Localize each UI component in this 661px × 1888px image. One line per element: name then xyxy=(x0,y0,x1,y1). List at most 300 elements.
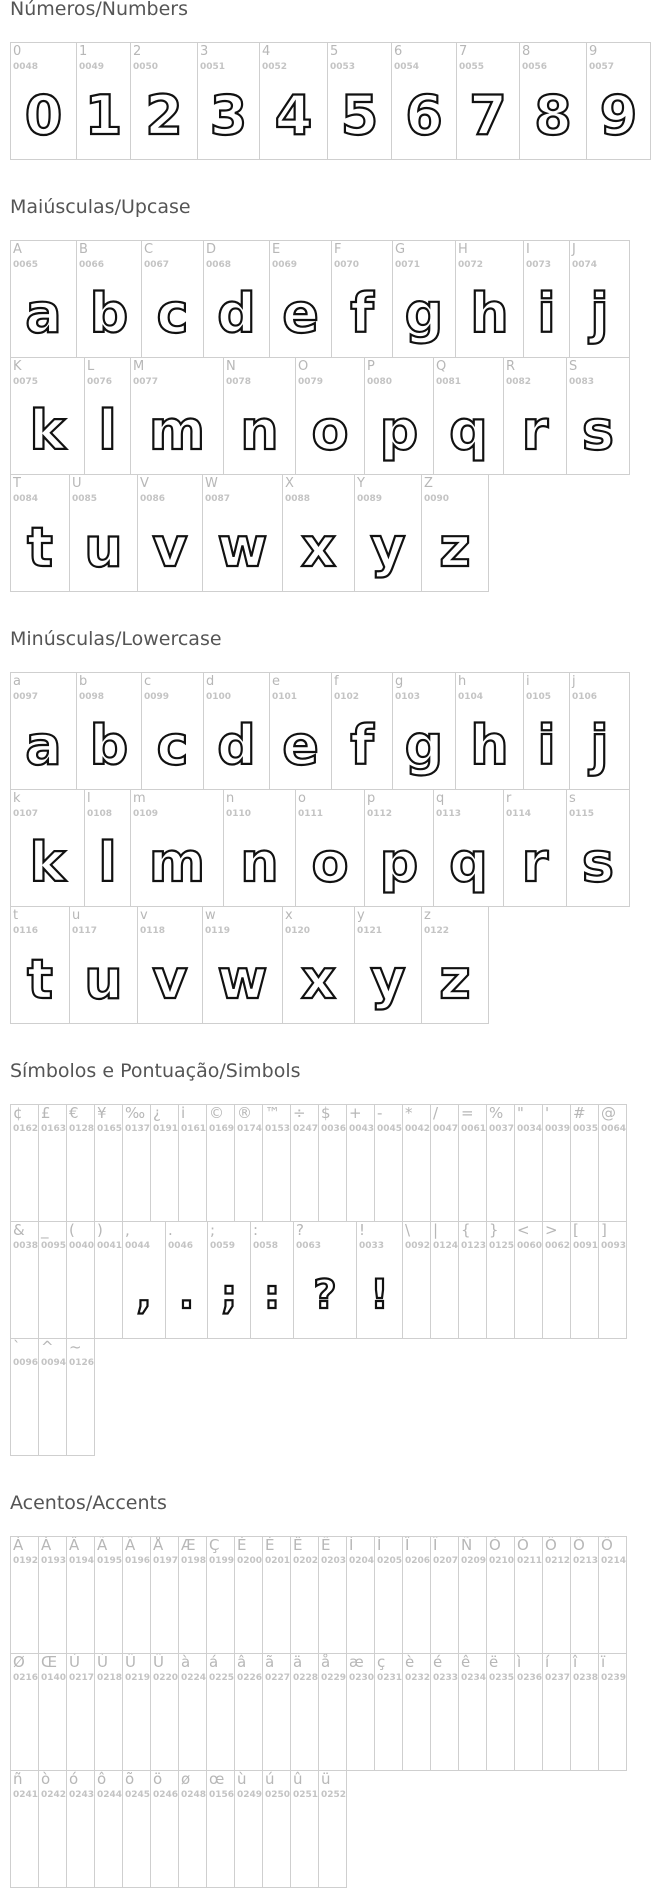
glyph-code-label: 0124 xyxy=(433,1241,459,1251)
glyph-character-label: œ xyxy=(209,1770,225,1788)
glyph-preview-text: y xyxy=(370,948,406,1011)
glyph-preview-text: w xyxy=(217,516,268,579)
glyph-code-label: 0081 xyxy=(436,377,462,387)
glyph-code-label: 0078 xyxy=(226,377,252,387)
glyph-cell xyxy=(150,1536,179,1654)
glyph-character-label: ê xyxy=(461,1653,471,1671)
glyph-cell xyxy=(430,1104,459,1222)
glyph-code-label: 0087 xyxy=(205,494,231,504)
glyph-cell xyxy=(514,1536,543,1654)
glyph-preview-text: ; xyxy=(221,1272,237,1318)
glyph-preview xyxy=(208,1260,250,1330)
glyph-cell xyxy=(234,1770,263,1888)
glyph-character-label: ø xyxy=(181,1770,191,1788)
glyph-preview-text: i xyxy=(537,282,556,345)
glyph-preview-text: 2 xyxy=(145,84,183,147)
glyph-character-label: ™ xyxy=(265,1104,280,1122)
glyph-row xyxy=(10,1338,94,1456)
glyph-preview-text: x xyxy=(301,948,336,1011)
glyph-code-label: 0059 xyxy=(210,1241,236,1251)
glyph-cell xyxy=(150,1653,179,1771)
glyph-code-label: 0058 xyxy=(253,1241,279,1251)
glyph-cell xyxy=(269,672,332,790)
glyph-character-label: ë xyxy=(489,1653,499,1671)
glyph-code-label: 0245 xyxy=(125,1790,151,1800)
glyph-cell xyxy=(598,1221,627,1339)
glyph-code-label: 0195 xyxy=(97,1556,123,1566)
glyph-character-label: n xyxy=(226,791,235,806)
glyph-code-label: 0216 xyxy=(13,1673,39,1683)
glyph-preview xyxy=(283,513,354,583)
glyph-cell xyxy=(69,906,138,1024)
glyph-cell xyxy=(290,1770,319,1888)
glyph-code-label: 0086 xyxy=(140,494,166,504)
glyph-cell xyxy=(374,1653,403,1771)
glyph-cell xyxy=(458,1104,487,1222)
glyph-cell xyxy=(94,1221,123,1339)
glyph-preview xyxy=(224,828,295,898)
glyph-code-label: 0052 xyxy=(262,62,288,72)
glyph-character-label: Æ xyxy=(181,1536,196,1554)
glyph-cell xyxy=(295,789,365,907)
glyph-character-label: y xyxy=(357,908,365,923)
glyph-character-label: Ê xyxy=(293,1536,303,1554)
glyph-preview xyxy=(357,1260,402,1330)
glyph-character-label: û xyxy=(293,1770,303,1788)
glyph-preview xyxy=(567,396,629,466)
glyph-preview-text: r xyxy=(521,399,549,462)
glyph-character-label: æ xyxy=(349,1653,364,1671)
glyph-cell xyxy=(150,1104,179,1222)
glyph-preview-text: 0 xyxy=(24,84,63,147)
glyph-cell xyxy=(130,357,224,475)
glyph-preview-text: t xyxy=(27,948,53,1011)
glyph-cell xyxy=(542,1104,571,1222)
glyph-code-label: 0074 xyxy=(572,260,598,270)
glyph-preview xyxy=(456,279,523,349)
glyph-character-label: ö xyxy=(153,1770,163,1788)
glyph-code-label: 0066 xyxy=(79,260,105,270)
glyph-code-label: 0233 xyxy=(433,1673,459,1683)
glyph-code-label: 0084 xyxy=(13,494,39,504)
glyph-preview-text: 4 xyxy=(274,84,313,147)
glyph-preview-text: b xyxy=(89,714,129,777)
glyph-cell xyxy=(234,1653,263,1771)
glyph-code-label: 0064 xyxy=(601,1124,627,1134)
glyph-preview xyxy=(11,711,76,781)
glyph-cell xyxy=(503,789,567,907)
glyph-code-label: 0198 xyxy=(181,1556,207,1566)
glyph-cell xyxy=(262,1770,291,1888)
glyph-preview xyxy=(355,945,421,1015)
glyph-cell xyxy=(10,1338,39,1456)
section-title-upcase: Maiúsculas/Upcase xyxy=(10,196,191,218)
glyph-cell xyxy=(455,672,524,790)
glyph-character-label: ò xyxy=(41,1770,51,1788)
glyph-character-label: ù xyxy=(237,1770,247,1788)
glyph-character-label: à xyxy=(181,1653,191,1671)
glyph-preview-text: 5 xyxy=(340,84,379,147)
glyph-character-label: ¥ xyxy=(97,1104,107,1122)
glyph-character-label: % xyxy=(489,1104,504,1122)
glyph-code-label: 0035 xyxy=(573,1124,599,1134)
glyph-row xyxy=(10,789,629,907)
glyph-code-label: 0244 xyxy=(97,1790,123,1800)
glyph-preview-text: m xyxy=(148,399,206,462)
glyph-cell xyxy=(223,789,296,907)
glyph-row xyxy=(10,1221,626,1339)
glyph-cell xyxy=(197,42,260,160)
glyph-preview xyxy=(283,945,354,1015)
glyph-cell xyxy=(150,1770,179,1888)
glyph-preview xyxy=(70,513,137,583)
glyph-character-label: Ã xyxy=(97,1536,108,1554)
glyph-code-label: 0111 xyxy=(298,809,324,819)
glyph-preview xyxy=(392,81,456,151)
glyph-code-label: 0128 xyxy=(69,1124,95,1134)
glyph-code-label: 0051 xyxy=(200,62,226,72)
glyph-character-label: € xyxy=(69,1104,79,1122)
glyph-preview xyxy=(203,513,282,583)
glyph-cell xyxy=(38,1338,67,1456)
glyph-cell xyxy=(10,1770,39,1888)
glyph-code-label: 0057 xyxy=(589,62,615,72)
glyph-code-label: 0088 xyxy=(285,494,311,504)
glyph-cell xyxy=(178,1104,207,1222)
glyph-character-label: Ï xyxy=(433,1536,438,1554)
glyph-preview-text: s xyxy=(581,831,615,894)
glyph-preview xyxy=(355,513,421,583)
glyph-code-label: 0044 xyxy=(125,1241,151,1251)
glyph-row xyxy=(10,672,629,790)
glyph-cell xyxy=(10,1221,39,1339)
glyph-preview-text: h xyxy=(470,282,509,345)
glyph-row xyxy=(10,1653,626,1771)
glyph-character-label: Ä xyxy=(125,1536,136,1554)
glyph-character-label: } xyxy=(489,1221,499,1239)
glyph-code-label: 0112 xyxy=(367,809,393,819)
glyph-code-label: 0104 xyxy=(458,692,484,702)
glyph-code-label: 0061 xyxy=(461,1124,487,1134)
glyph-preview-text: k xyxy=(29,399,66,462)
glyph-code-label: 0243 xyxy=(69,1790,95,1800)
glyph-code-label: 0219 xyxy=(125,1673,151,1683)
glyph-character-label: - xyxy=(377,1104,383,1122)
glyph-row xyxy=(10,1104,626,1222)
glyph-code-label: 0091 xyxy=(573,1241,599,1251)
glyph-character-label: ) xyxy=(97,1221,103,1239)
glyph-preview-text: a xyxy=(25,282,62,345)
glyph-character-label: s xyxy=(569,791,576,806)
glyph-cell xyxy=(10,42,77,160)
glyph-code-label: 0063 xyxy=(296,1241,322,1251)
glyph-code-label: 0039 xyxy=(545,1124,571,1134)
glyph-cell xyxy=(122,1653,151,1771)
glyph-character-label: Ò xyxy=(489,1536,501,1554)
glyph-character-label: & xyxy=(13,1221,25,1239)
glyph-code-label: 0156 xyxy=(209,1790,235,1800)
glyph-cell xyxy=(542,1536,571,1654)
glyph-code-label: 0079 xyxy=(298,377,324,387)
glyph-code-label: 0210 xyxy=(489,1556,515,1566)
glyph-cell xyxy=(455,240,524,358)
glyph-preview xyxy=(224,396,295,466)
glyph-code-label: 0123 xyxy=(461,1241,487,1251)
glyph-code-label: 0237 xyxy=(545,1673,571,1683)
glyph-character-label: W xyxy=(205,476,218,491)
glyph-code-label: 0226 xyxy=(237,1673,263,1683)
glyph-preview-text: ? xyxy=(313,1272,337,1318)
glyph-character-label: z xyxy=(424,908,431,923)
glyph-preview-text: n xyxy=(240,831,279,894)
glyph-preview-text: z xyxy=(439,516,471,579)
glyph-preview xyxy=(198,81,259,151)
glyph-preview xyxy=(203,945,282,1015)
glyph-character-label: M xyxy=(133,359,145,374)
glyph-preview xyxy=(131,828,223,898)
section-title-lowercase: Minúsculas/Lowercase xyxy=(10,628,222,650)
glyph-character-label: F xyxy=(334,242,342,257)
glyph-preview xyxy=(520,81,586,151)
glyph-cell xyxy=(598,1536,627,1654)
glyph-cell xyxy=(66,1536,95,1654)
glyph-cell xyxy=(10,906,70,1024)
glyph-cell xyxy=(430,1653,459,1771)
glyph-preview xyxy=(456,711,523,781)
glyph-cell xyxy=(262,1536,291,1654)
glyph-cell xyxy=(10,1104,39,1222)
glyph-character-label: p xyxy=(367,791,376,806)
glyph-character-label: u xyxy=(72,908,81,923)
glyph-cell xyxy=(122,1221,166,1339)
glyph-preview xyxy=(11,396,84,466)
glyph-character-label: o xyxy=(298,791,306,806)
glyph-character-label: ] xyxy=(601,1221,607,1239)
glyph-code-label: 0161 xyxy=(181,1124,207,1134)
glyph-code-label: 0102 xyxy=(334,692,360,702)
glyph-cell xyxy=(346,1653,375,1771)
glyph-cell xyxy=(206,1653,235,1771)
glyph-code-label: 0070 xyxy=(334,260,360,270)
glyph-character-label: l xyxy=(87,791,91,806)
glyph-preview-text: p xyxy=(379,399,419,462)
glyph-character-label: < xyxy=(517,1221,530,1239)
glyph-character-label: | xyxy=(433,1221,439,1239)
glyph-preview xyxy=(11,945,69,1015)
glyph-preview xyxy=(166,1260,207,1330)
glyph-cell xyxy=(178,1653,207,1771)
glyph-cell xyxy=(84,789,131,907)
glyph-cell xyxy=(402,1653,431,1771)
glyph-character-label: i xyxy=(526,674,530,689)
glyph-code-label: 0038 xyxy=(13,1241,39,1251)
glyph-preview xyxy=(251,1260,293,1330)
glyph-cell xyxy=(514,1653,543,1771)
glyph-preview xyxy=(142,711,203,781)
glyph-code-label: 0247 xyxy=(293,1124,319,1134)
glyph-code-label: 0126 xyxy=(69,1358,95,1368)
glyph-preview-text: y xyxy=(370,516,406,579)
glyph-code-label: 0105 xyxy=(526,692,552,702)
glyph-code-label: 0106 xyxy=(572,692,598,702)
glyph-cell xyxy=(295,357,365,475)
glyph-code-label: 0042 xyxy=(405,1124,431,1134)
glyph-preview-text: t xyxy=(27,516,53,579)
glyph-cell xyxy=(503,357,567,475)
glyph-character-label: I xyxy=(526,242,530,257)
glyph-character-label: 6 xyxy=(394,44,403,59)
glyph-character-label: È xyxy=(237,1536,247,1554)
glyph-code-label: 0107 xyxy=(13,809,39,819)
glyph-code-label: 0224 xyxy=(181,1673,207,1683)
glyph-preview xyxy=(365,396,433,466)
glyph-code-label: 0218 xyxy=(97,1673,123,1683)
glyph-code-label: 0242 xyxy=(41,1790,67,1800)
glyph-cell xyxy=(10,789,85,907)
glyph-preview xyxy=(393,711,455,781)
glyph-preview-text: c xyxy=(156,282,189,345)
glyph-code-label: 0068 xyxy=(206,260,232,270)
glyph-character-label: ä xyxy=(293,1653,303,1671)
section-title-symbols: Símbolos e Pontuação/Simbols xyxy=(10,1060,301,1082)
glyph-cell xyxy=(207,1221,251,1339)
glyph-code-label: 0225 xyxy=(209,1673,235,1683)
glyph-code-label: 0085 xyxy=(72,494,98,504)
glyph-code-label: 0109 xyxy=(133,809,159,819)
glyph-code-label: 0228 xyxy=(293,1673,319,1683)
glyph-row xyxy=(10,474,488,592)
glyph-character-label: h xyxy=(458,674,467,689)
glyph-preview xyxy=(524,279,569,349)
glyph-preview-text: o xyxy=(311,399,349,462)
glyph-cell xyxy=(262,1104,291,1222)
glyph-character-label: i xyxy=(181,1104,186,1122)
glyph-cell xyxy=(66,1770,95,1888)
glyph-code-label: 0206 xyxy=(405,1556,431,1566)
glyph-code-label: 0041 xyxy=(97,1241,123,1251)
glyph-character-label: O xyxy=(298,359,309,374)
glyph-code-label: 0054 xyxy=(394,62,420,72)
glyph-cell xyxy=(318,1536,347,1654)
glyph-character-label: ^ xyxy=(41,1338,54,1356)
glyph-cell xyxy=(69,474,138,592)
glyph-character-label: É xyxy=(265,1536,275,1554)
glyph-character-label: 7 xyxy=(459,44,468,59)
glyph-cell xyxy=(262,1653,291,1771)
glyph-cell xyxy=(354,906,422,1024)
glyph-cell xyxy=(392,672,456,790)
glyph-preview-text: g xyxy=(404,282,444,345)
glyph-code-label: 0099 xyxy=(144,692,170,702)
glyph-character-label: ; xyxy=(210,1221,216,1239)
glyph-cell xyxy=(391,42,457,160)
glyph-code-label: 0036 xyxy=(321,1124,347,1134)
glyph-character-label: á xyxy=(209,1653,219,1671)
glyph-cell xyxy=(203,672,270,790)
glyph-character-label: ô xyxy=(97,1770,107,1788)
glyph-preview-text: r xyxy=(521,831,549,894)
glyph-character-label: : xyxy=(253,1221,259,1239)
glyph-preview xyxy=(294,1260,356,1330)
glyph-cell xyxy=(514,1104,543,1222)
glyph-character-label: ì xyxy=(517,1653,522,1671)
glyph-character-label: w xyxy=(205,908,216,923)
glyph-character-label: ® xyxy=(237,1104,252,1122)
glyph-code-label: 0071 xyxy=(395,260,421,270)
section-title-numbers: Números/Numbers xyxy=(10,0,188,20)
glyph-preview-text: v xyxy=(152,516,188,579)
glyph-preview xyxy=(328,81,391,151)
glyph-character-label: r xyxy=(506,791,512,806)
glyph-cell xyxy=(165,1221,208,1339)
glyph-code-label: 0093 xyxy=(601,1241,627,1251)
glyph-character-label: 3 xyxy=(200,44,209,59)
glyph-character-label: ¢ xyxy=(13,1104,23,1122)
glyph-cell xyxy=(598,1653,627,1771)
glyph-preview-text: j xyxy=(590,282,609,345)
glyph-preview xyxy=(524,711,569,781)
glyph-cell xyxy=(10,672,77,790)
glyph-code-label: 0140 xyxy=(41,1673,67,1683)
glyph-character-label: 8 xyxy=(522,44,531,59)
glyph-cell xyxy=(141,240,204,358)
glyph-cell xyxy=(402,1221,431,1339)
glyph-character-label: " xyxy=(517,1104,524,1122)
glyph-code-label: 0252 xyxy=(321,1790,347,1800)
glyph-character-label: ( xyxy=(69,1221,75,1239)
glyph-character-label: c xyxy=(144,674,152,689)
glyph-preview-text: k xyxy=(29,831,66,894)
glyph-cell xyxy=(234,1536,263,1654)
glyph-character-label: * xyxy=(405,1104,413,1122)
glyph-character-label: £ xyxy=(41,1104,51,1122)
glyph-character-label: Á xyxy=(41,1536,52,1554)
glyph-cell xyxy=(430,1536,459,1654)
glyph-character-label: Ø xyxy=(13,1653,25,1671)
glyph-preview-text: 8 xyxy=(534,84,572,147)
glyph-character-label: ï xyxy=(601,1653,606,1671)
glyph-cell xyxy=(223,357,296,475)
glyph-preview-text: x xyxy=(301,516,336,579)
glyph-character-label: Œ xyxy=(41,1653,58,1671)
glyph-code-label: 0227 xyxy=(265,1673,291,1683)
glyph-cell xyxy=(94,1104,123,1222)
glyph-cell xyxy=(130,789,224,907)
glyph-character-label: ~ xyxy=(69,1338,82,1356)
glyph-preview xyxy=(504,396,566,466)
glyph-preview xyxy=(11,828,84,898)
glyph-character-label: > xyxy=(545,1221,558,1239)
glyph-code-label: 0249 xyxy=(237,1790,263,1800)
glyph-code-label: 0203 xyxy=(321,1556,347,1566)
glyph-code-label: 0082 xyxy=(506,377,532,387)
glyph-cell xyxy=(10,1536,39,1654)
glyph-preview-text: 6 xyxy=(405,84,443,147)
glyph-cell xyxy=(66,1338,95,1456)
glyph-character-label: Q xyxy=(436,359,447,374)
glyph-cell xyxy=(259,42,328,160)
glyph-character-label: Å xyxy=(153,1536,164,1554)
glyph-preview-text: f xyxy=(350,282,374,345)
glyph-character-label: Ñ xyxy=(461,1536,473,1554)
glyph-preview xyxy=(138,513,202,583)
glyph-character-label: Ú xyxy=(97,1653,108,1671)
glyph-code-label: 0204 xyxy=(349,1556,375,1566)
glyph-character-label: í xyxy=(545,1653,550,1671)
glyph-preview xyxy=(296,828,364,898)
glyph-character-label: U xyxy=(72,476,82,491)
glyph-character-label: ÷ xyxy=(293,1104,306,1122)
